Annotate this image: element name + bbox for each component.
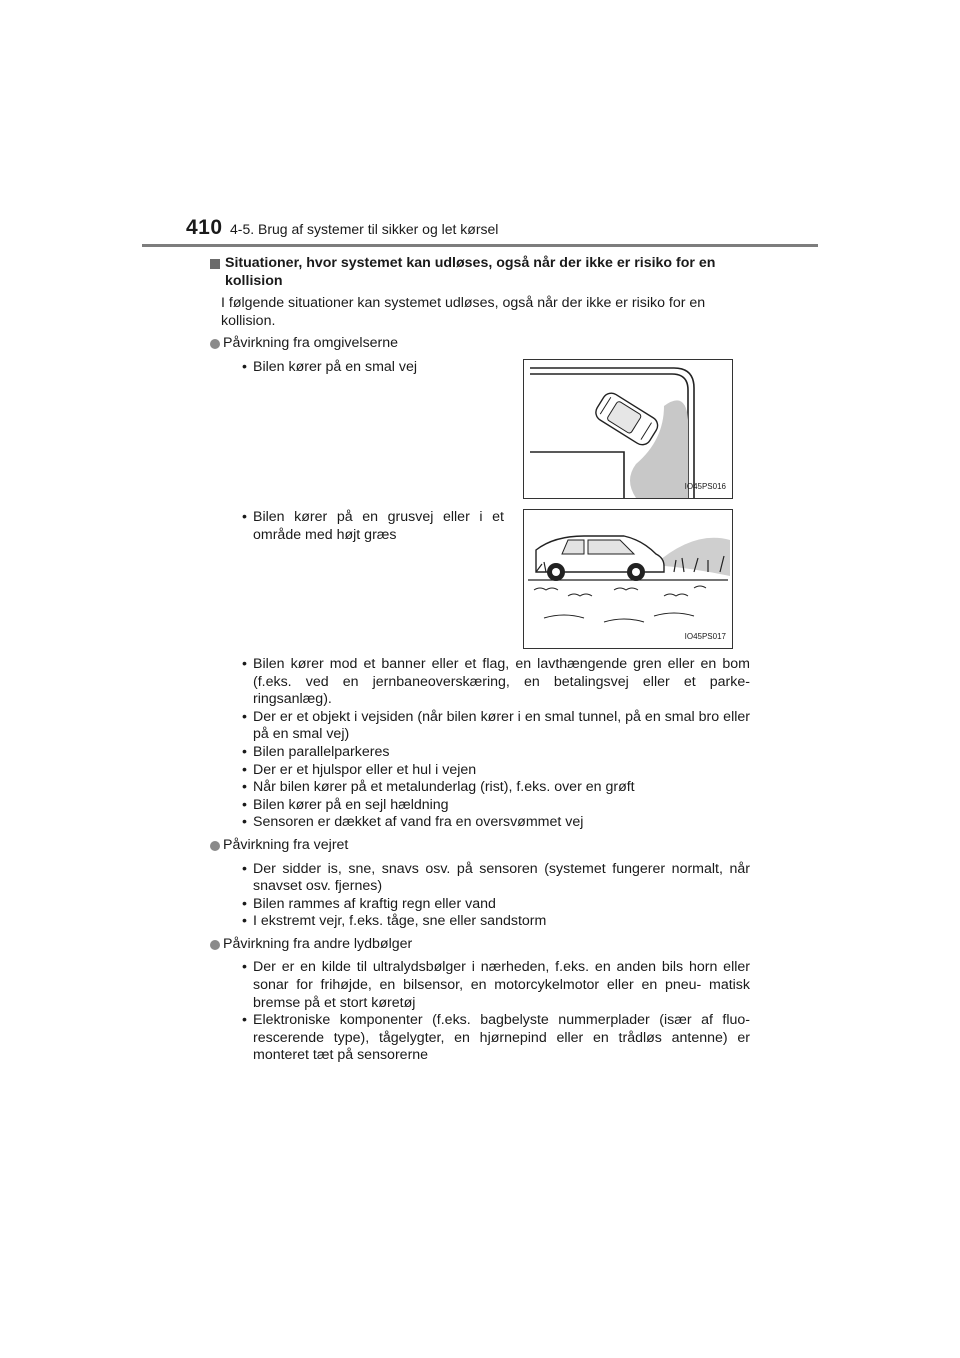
figure-id: IO45PS016: [684, 482, 726, 492]
list-item: • Bilen kører på en smal vej: [242, 359, 504, 377]
page-content: [210, 255, 750, 1065]
list-item: • Sensoren er dækket af vand fra en oversvømmet vej: [242, 814, 750, 832]
bullet-list: [210, 656, 750, 832]
narrow-road-illustration: [524, 360, 732, 498]
narrow-road-figure: [523, 359, 733, 499]
category-title: Påvirkning fra andre lydbølger: [223, 935, 413, 952]
circle-bullet-icon: [210, 841, 220, 851]
list-item: • Når bilen kører på et metalunderlag (rist), f.eks. over en grøft: [242, 779, 750, 797]
section-heading: [210, 255, 750, 290]
section-intro: I følgende situationer kan systemet udløses, også når der ikke er risiko for en kollision.: [221, 295, 706, 329]
list-item: • Der er et hjulspor eller et hul i vejen: [242, 762, 750, 780]
square-bullet-icon: [210, 259, 220, 269]
page-header: [186, 216, 818, 246]
bullet-list: [210, 959, 750, 1065]
list-item: • Der er et objekt i vejsiden (når bilen kører i en smal tunnel, på en smal bro eller på en smal vej): [242, 709, 750, 744]
category-heading: [210, 936, 750, 954]
category-heading: [210, 837, 750, 855]
bullet-list: [210, 861, 750, 931]
circle-bullet-icon: [210, 940, 220, 950]
page-number: 410: [186, 216, 223, 239]
figure-id: IO45PS017: [684, 632, 726, 642]
gravel-road-figure: [523, 509, 733, 649]
list-item: • Bilen kører mod et banner eller et flag, en lavthængende gren eller en bom (f.eks. ved en jernbaneoverskæring, en betalingsvej eller et parke- ringsanlæg).: [242, 656, 750, 709]
list-item: • Der sidder is, sne, snavs osv. på sensoren (systemet fungerer normalt, når snavset osv. fjernes): [242, 861, 750, 896]
category-heading: [210, 335, 750, 353]
chapter-title: 4-5. Brug af systemer til sikker og let kørsel: [230, 221, 499, 237]
category-title: Påvirkning fra omgivelserne: [223, 335, 399, 352]
gravel-road-illustration: [524, 510, 732, 648]
list-item: • Der er en kilde til ultralydsbølger i nærheden, f.eks. en anden bils horn eller sonar for frihøjde, en bilsensor, en motorcykelmotor eller en pneu- matisk bremse på et stort køretøj: [242, 959, 750, 1012]
header-rule: [142, 244, 818, 247]
list-item: • Bilen parallelparkeres: [242, 744, 750, 762]
section-heading-text: Situationer, hvor systemet kan udløses, også når der ikke er risiko for en kollision: [225, 255, 716, 289]
list-item: • Elektroniske komponenter (f.eks. bagbelyste nummerplader (især af fluo- rescerende type), tågelygter, en hjørnepind eller en trådløs antenne) er monteret tæt på sensorerne: [242, 1012, 750, 1065]
figure-row: [210, 509, 750, 659]
circle-bullet-icon: [210, 339, 220, 349]
figure-caption: [242, 359, 504, 377]
list-item: • Bilen kører på en grusvej eller i et område med højt græs: [242, 509, 504, 544]
list-item: • Bilen rammes af kraftig regn eller vand: [242, 896, 750, 914]
list-item: • Bilen kører på en sejl hældning: [242, 797, 750, 815]
category-title: Påvirkning fra vejret: [223, 836, 349, 853]
figure-caption: [242, 509, 504, 544]
list-item: • I ekstremt vejr, f.eks. tåge, sne eller sandstorm: [242, 913, 750, 931]
figure-row: [210, 359, 750, 509]
